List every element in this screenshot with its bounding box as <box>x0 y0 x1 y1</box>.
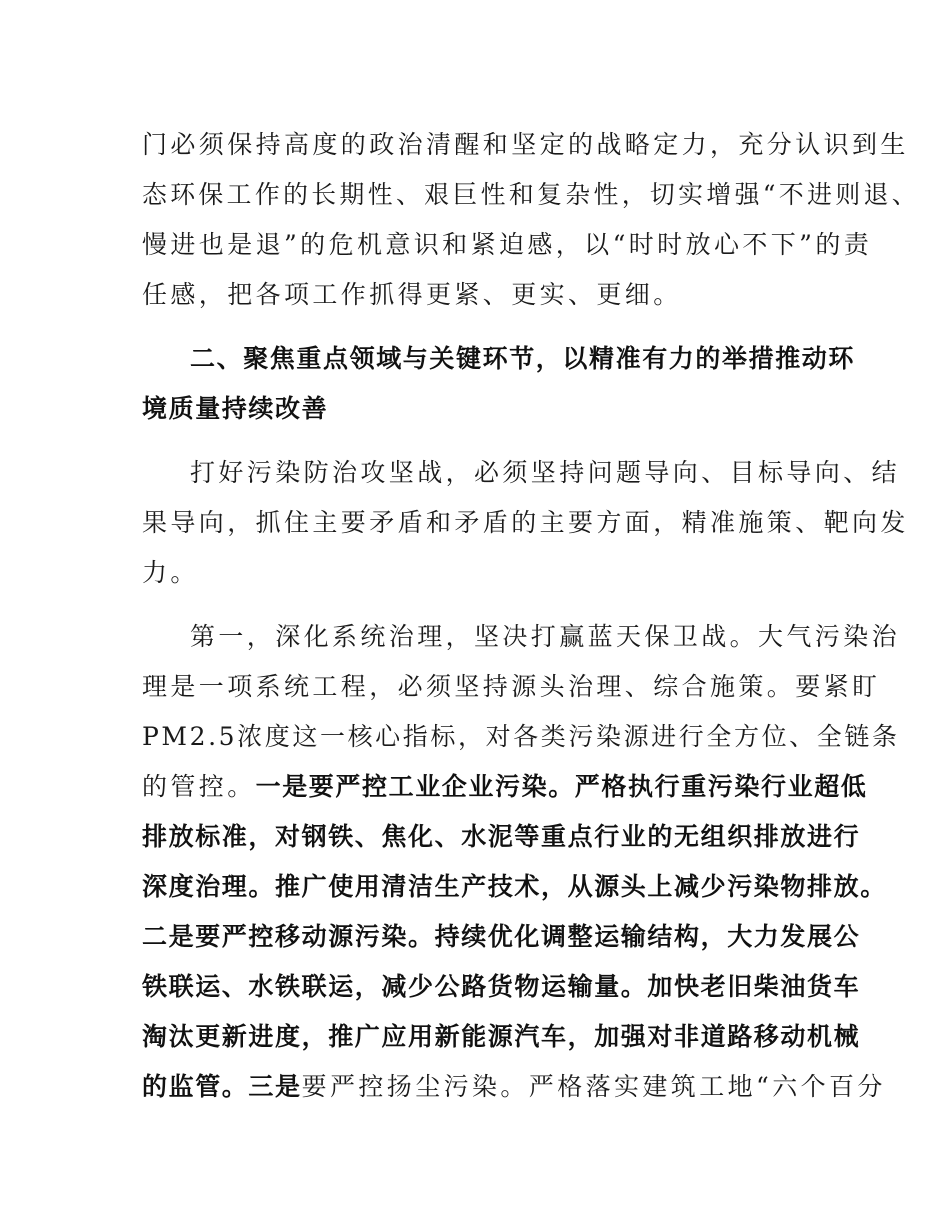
paragraph-3-last-line-regular: 要严控扬尘污染。严格落实建筑工地“六个百分 <box>301 1072 886 1101</box>
paragraph-3-line-2: 理是一项系统工程，必须坚持源头治理、综合施策。要紧盯 <box>142 672 881 701</box>
section-heading-line-2: 境质量持续改善 <box>142 394 329 423</box>
paragraph-3-line-4 <box>142 770 867 804</box>
paragraph-3-last-line-bold: 的监管。三是 <box>142 1072 302 1101</box>
paragraph-2-line-1: 打好污染防治攻坚战，必须坚持问题导向、目标导向、结 <box>190 458 901 487</box>
paragraph-1-line-1: 门必须保持高度的政治清醒和坚定的战略定力，充分认识到生 <box>142 130 909 159</box>
paragraph-3-bold-line-2: 深度治理。推广使用清洁生产技术，从源头上减少污染物排放。 <box>142 872 887 901</box>
paragraph-2-line-3: 力。 <box>142 558 199 587</box>
paragraph-1-line-2: 态环保工作的长期性、艰巨性和复杂性，切实增强“不进则退、 <box>142 180 920 209</box>
paragraph-3-line-4-bold: 一是要严控工业企业污染。严格执行重污染行业超低 <box>255 772 868 801</box>
paragraph-3-line-1: 第一，深化系统治理，坚决打赢蓝天保卫战。大气污染治 <box>190 622 901 651</box>
paragraph-1-line-3: 慢进也是退”的危机意识和紧迫感，以“时时放心不下”的责 <box>142 230 873 259</box>
paragraph-3-line-4-regular: 的管控。 <box>142 772 256 801</box>
paragraph-2-line-2: 果导向，抓住主要矛盾和矛盾的主要方面，精准施策、靶向发 <box>142 508 909 537</box>
paragraph-3-line-3: PM2.5浓度这一核心指标，对各类污染源进行全方位、全链条 <box>142 722 900 751</box>
section-heading-line-1: 二、聚焦重点领域与关键环节，以精准有力的举措推动环 <box>190 344 856 373</box>
paragraph-3-bold-line-5: 淘汰更新进度，推广应用新能源汽车，加强对非道路移动机械 <box>142 1022 861 1051</box>
paragraph-3-bold-line-1: 排放标准，对钢铁、焦化、水泥等重点行业的无组织排放进行 <box>142 822 861 851</box>
paragraph-1-line-4: 任感，把各项工作抓得更紧、更实、更细。 <box>142 280 682 309</box>
paragraph-3-bold-line-4: 铁联运、水铁联运，减少公路货物运输量。加快老旧柴油货车 <box>142 972 861 1001</box>
paragraph-3-bold-line-3: 二是要严控移动源污染。持续优化调整运输结构，大力发展公 <box>142 922 861 951</box>
paragraph-3-last-line <box>142 1070 886 1104</box>
